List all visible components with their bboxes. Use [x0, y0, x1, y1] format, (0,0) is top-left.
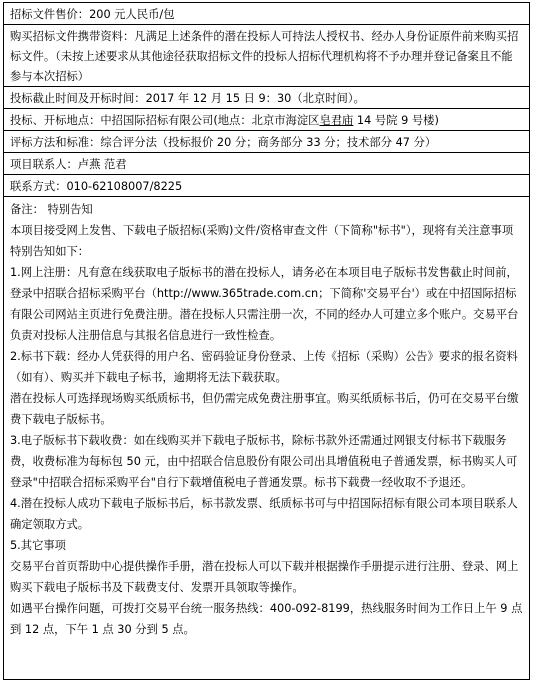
fee-row	[4, 3, 529, 25]
location-row	[4, 109, 529, 131]
deadline-text: 投标截止时间及开标时间：2017 年 12 月 15 日 9：30（北京时间）。	[10, 92, 365, 105]
notes-item-download: 2.标书下载：经办人凭获得的用户名、密码验证身份登录、上传《招标（采购）公告》要求的报名资料（如有）、购买并下载电子标书，逾期将无法下载获取。	[10, 350, 518, 384]
notes-section	[4, 197, 529, 642]
notes-item-invoice: 4.潜在投标人成功下载电子版标书后，标书款发票、纸质标书可与中招国际招标有限公司本项目联系人确定领取方式。	[10, 497, 518, 531]
fee-text: 招标文件售价：200 元人民币/包	[10, 8, 175, 21]
notes-item-paper: 潜在投标人可选择现场购买纸质标书，但仍需完成免费注册事宜。购买纸质标书后，仍可在交易平台缴费下载电子版标书。	[10, 392, 519, 426]
purchase-text: 购买招标文件携带资料：凡满足上述条件的潜在投标人可持法人授权书、经办人身份证原件前来购买招标文件。（未按上述要求从其他途径获取招标文件的投标人招标代理机构将不予办理并登记备案且不能参与本次招标）	[10, 30, 519, 83]
location-road: 皂君庙	[319, 114, 354, 127]
location-suffix: 14 号院 9 号楼)	[353, 114, 439, 127]
notes-item-other-title: 5.其它事项	[10, 539, 66, 552]
contact-phone-row	[4, 175, 529, 197]
notes-item-fee: 3.电子版标书下载收费：如在线购买并下载电子版标书，除标书款外还需通过网银支付标书下载服务费，收费标准为每标包 50 元，由中招联合信息股份有限公司出具增值税电子普通发票，标书购买人可登录"中招联合招标采购平台"自行下载增值税电子普通发票。标书下载费一经收取不予退还。	[10, 434, 518, 489]
contact-person-text: 项目联系人：卢燕 范君	[10, 158, 127, 171]
notes-item-register: 1.网上注册：凡有意在线获取电子版标书的潜在投标人，请务必在本项目电子版标书发售截止时间前，登录中招联合招标采购平台（http://www.365trade.com.cn；下简称'交易平台'）或在中招国际招标有限公司网站主页进行免费注册。潜在投标人只需注册一次，不同的经办人可建立多个账户。交易平台负责对投标人注册信息与其报名信息进行一致性检查。	[10, 266, 519, 342]
location-prefix: 投标、开标地点：中招国际招标有限公司(地点：北京市海淀区	[10, 114, 320, 127]
notes-intro: 本项目接受网上发售、下载电子版招标(采购)文件/资格审查文件（下简称"标书"），现将有关注意事项特别告知如下：	[10, 224, 514, 258]
evaluation-text: 评标方法和标准：综合评分法（投标报价 20 分；商务部分 33 分；技术部分 47 分）	[10, 136, 437, 149]
tender-notice-table	[3, 2, 530, 680]
notes-title: 备注： 特别告知	[10, 203, 93, 216]
purchase-row	[4, 25, 529, 87]
contact-phone-text: 联系方式：010-62108007/8225	[10, 180, 183, 193]
notes-item-manual: 交易平台首页帮助中心提供操作手册，潜在投标人可以下载并根据操作手册提示进行注册、登录、网上购买下载电子版标书及下载费支付、发票开具领取等操作。	[10, 560, 519, 594]
notes-item-hotline: 如遇平台操作问题，可拨打交易平台统一服务热线：400-092-8199，热线服务时间为工作日上午 9 点到 12 点，下午 1 点 30 分到 5 点。	[10, 602, 523, 636]
evaluation-row	[4, 131, 529, 153]
deadline-row	[4, 87, 529, 109]
contact-person-row	[4, 153, 529, 175]
